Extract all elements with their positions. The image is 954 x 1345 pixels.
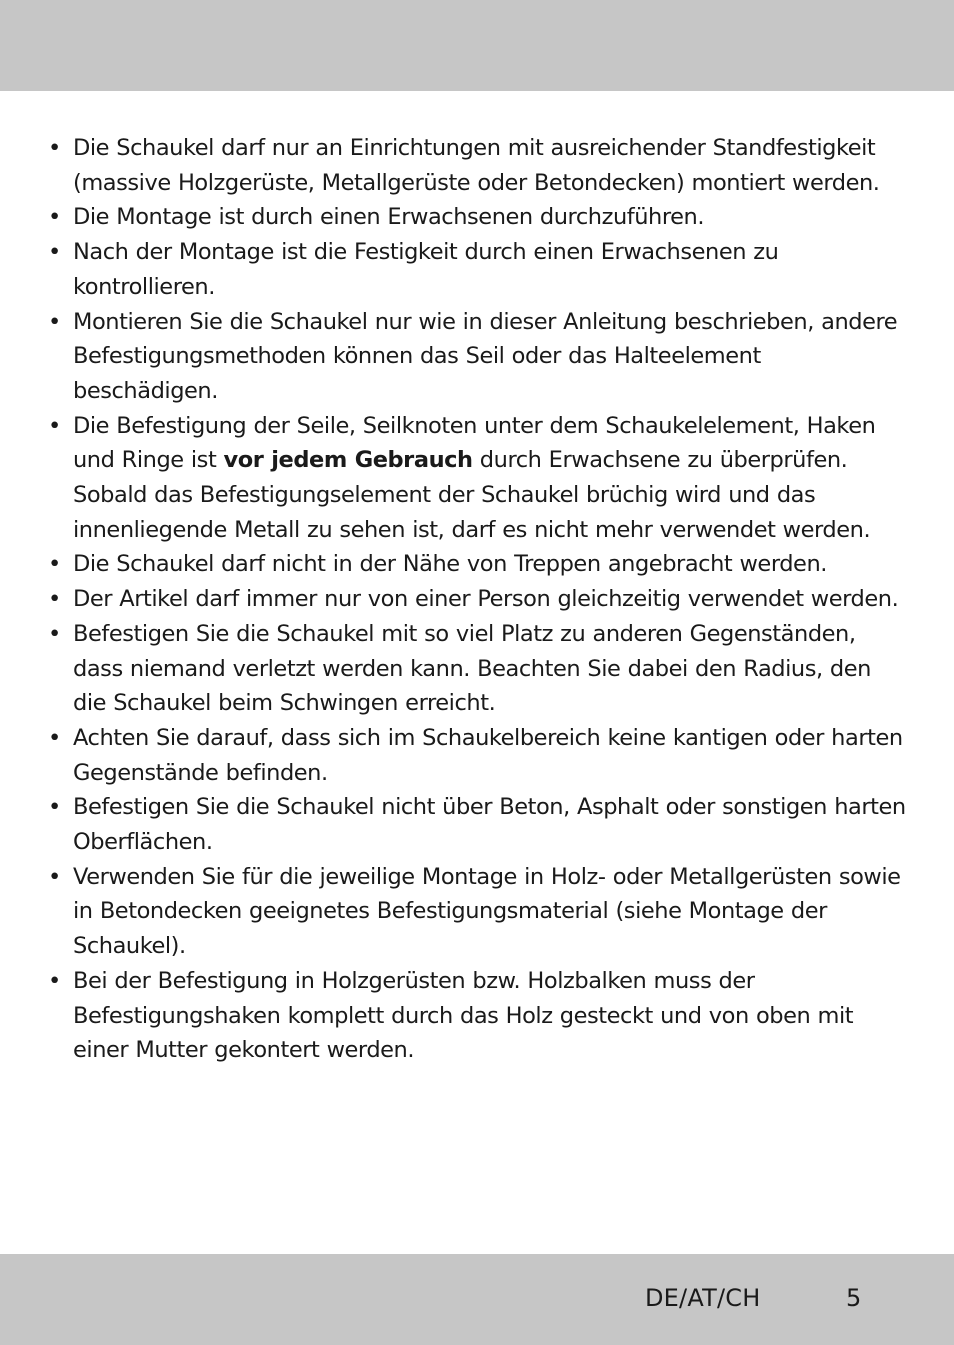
region-label: DE/AT/CH bbox=[645, 1284, 761, 1312]
list-item-text: Befestigen Sie die Schaukel mit so viel Platz zu anderen Gegenständen, dass niemand verletzt werden kann. Beachten Sie dabei den Radius, den die Schaukel beim Schwingen erreicht. bbox=[73, 620, 871, 717]
bullet-icon: • bbox=[48, 967, 61, 994]
list-item bbox=[48, 582, 908, 617]
emphasis-text: vor jedem Gebrauch bbox=[223, 447, 473, 474]
list-item-text: Nach der Montage ist die Festigkeit durch einen Erwachsenen zu kontrollieren. bbox=[73, 239, 779, 300]
list-item bbox=[48, 200, 908, 235]
bullet-icon: • bbox=[48, 586, 61, 613]
list-item bbox=[48, 860, 908, 964]
list-item bbox=[48, 547, 908, 582]
list-item-text: Der Artikel darf immer nur von einer Person gleichzeitig verwendet werden. bbox=[73, 586, 899, 613]
list-item-text: Achten Sie darauf, dass sich im Schaukelbereich keine kantigen oder harten Gegenstände befinden. bbox=[73, 724, 903, 786]
bullet-icon: • bbox=[48, 204, 61, 231]
list-item bbox=[48, 617, 908, 721]
list-item-text: Bei der Befestigung in Holzgerüsten bzw. Holzbalken muss der Befestigungshaken komplett durch das Holz gesteckt und von oben mit einer Mutter gekontert werden. bbox=[73, 967, 854, 1064]
list-item bbox=[48, 790, 908, 859]
list-item-text: Die Montage ist durch einen Erwachsenen durchzuführen. bbox=[73, 204, 705, 231]
header-band bbox=[0, 0, 954, 91]
list-item-text: Befestigen Sie die Schaukel nicht über Beton, Asphalt oder sonstigen harten Oberflächen. bbox=[73, 794, 906, 856]
bullet-icon: • bbox=[48, 724, 61, 751]
page-number: 5 bbox=[846, 1284, 862, 1312]
list-item-text: Die Schaukel darf nicht in der Nähe von Treppen angebracht werden. bbox=[73, 551, 827, 578]
list-item bbox=[48, 409, 908, 548]
list-item bbox=[48, 235, 908, 304]
bullet-icon: • bbox=[48, 239, 61, 266]
bullet-icon: • bbox=[48, 620, 61, 647]
list-item bbox=[48, 964, 908, 1068]
bullet-icon: • bbox=[48, 794, 61, 821]
list-item-text bbox=[73, 413, 875, 543]
bullet-icon: • bbox=[48, 551, 61, 578]
list-item bbox=[48, 131, 908, 200]
bullet-icon: • bbox=[48, 863, 61, 890]
list-item bbox=[48, 305, 908, 409]
list-item-text-part: durch Erwachsene zu überprüfen. Sobald das Befestigungselement der Schaukel brüchig wird und das innenliegende Metall zu sehen ist, darf es nicht mehr verwendet werden. bbox=[73, 447, 871, 543]
list-item bbox=[48, 721, 908, 790]
list-item-text-part: Die Befestigung der Seile, Seilknoten unter dem Schaukelelement, Haken und Ringe ist bbox=[73, 412, 876, 474]
bullet-icon: • bbox=[48, 135, 61, 161]
safety-instructions-list bbox=[48, 131, 908, 1068]
bullet-icon: • bbox=[48, 308, 61, 335]
list-item-text: Montieren Sie die Schaukel nur wie in dieser Anleitung beschrieben, andere Befestigungsmethoden können das Seil oder das Halteelement beschädigen. bbox=[73, 308, 898, 404]
footer-band bbox=[0, 1254, 954, 1345]
list-item-text: Verwenden Sie für die jeweilige Montage in Holz- oder Metallgerüsten sowie in Betondecken geeignetes Befestigungsmaterial (siehe Montage der Schaukel). bbox=[73, 863, 901, 960]
list-item-text: Die Schaukel darf nur an Einrichtungen mit ausreichender Standfestigkeit (massive Holzgerüste, Metallgerüste oder Betondecken) montiert werden. bbox=[73, 135, 880, 196]
bullet-icon: • bbox=[48, 412, 61, 439]
